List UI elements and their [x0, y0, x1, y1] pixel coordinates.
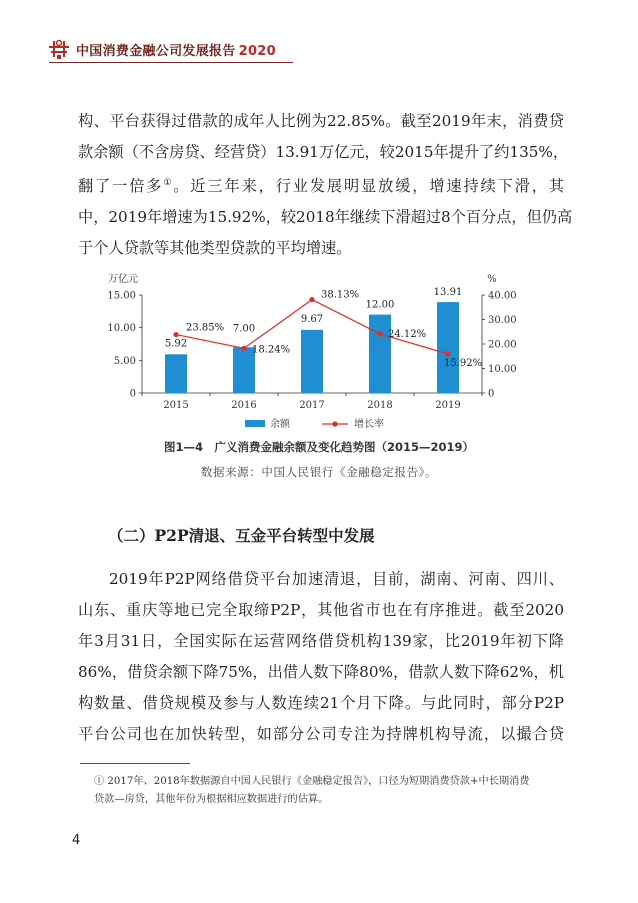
bar-value-label: 13.91 [433, 287, 463, 299]
header-title [76, 40, 276, 59]
bar [369, 315, 391, 393]
growth-value-label: 15.92% [444, 357, 483, 369]
y-left-tick-label: 15.00 [107, 290, 136, 302]
growth-value-label: 38.13% [321, 289, 360, 301]
legend-bar-label: 余额 [270, 419, 290, 430]
paragraph-line: 山东、重庆等地已完全取缔P2P，其他省市也在有序推进。截至2020 [78, 601, 564, 619]
paragraph-line [78, 168, 564, 202]
bar-value-label: 12.00 [365, 299, 395, 311]
legend-line-label: 增长率 [354, 419, 384, 430]
running-header [48, 38, 276, 60]
paragraph-line: 中，2019年增速为15.92%，较2018年继续下滑超过8个百分点，但仍高 [78, 208, 573, 227]
paragraph-line: 款余额（不含房贷、经营贷）13.91万亿元，较2015年提升了约135%， [78, 143, 569, 161]
y-right-tick-label: 20.00 [488, 339, 517, 351]
page-number: 4 [72, 833, 81, 848]
bar-value-label: 9.67 [300, 313, 324, 325]
footnote [94, 773, 564, 809]
x-tick-label: 2015 [163, 400, 189, 411]
y-right-unit: % [487, 274, 497, 285]
bar [437, 302, 459, 393]
bar [301, 330, 323, 393]
paragraph-text: 。近三年来，行业发展明显放缓，增速持续下滑，其 [173, 177, 564, 196]
y-right-tick-label: 10.00 [488, 364, 517, 375]
y-left-tick-label: 5.00 [113, 355, 136, 367]
legend-line-marker [332, 421, 337, 426]
growth-point [445, 351, 450, 356]
footnote-line: ① 2017年、2018年数据源自中国人民银行《金融稳定报告》，口径为短期消费贷款+中长期消费 [94, 776, 530, 787]
header-rule [49, 62, 293, 63]
x-tick-label: 2017 [299, 400, 325, 411]
y-left-tick-label: 10.00 [107, 323, 136, 335]
x-tick-label: 2016 [231, 400, 257, 411]
growth-value-label: 24.12% [388, 328, 427, 340]
growth-point [309, 297, 314, 302]
paragraph-line: 平台公司也在加快转型，如部分公司专注为持牌机构导流，以撮合贷 [78, 725, 564, 743]
growth-point [173, 332, 178, 337]
consumer-finance-chart [100, 262, 540, 437]
figure-source: 数据来源：中国人民银行《金融稳定报告》。 [200, 465, 438, 479]
report-logo-icon [48, 38, 70, 60]
paragraph-text: 翻了一倍多 [78, 177, 164, 196]
paragraph-p2p [78, 564, 564, 750]
figure-caption: 图1—4 广义消费金融余额及变化趋势图（2015—2019） [163, 440, 474, 454]
header-year: 2020 [238, 43, 276, 59]
bar-value-label: 5.92 [164, 338, 188, 350]
paragraph-line: 2019年P2P网络借贷平台加速清退，目前，湖南、河南、四川、 [109, 570, 564, 588]
section-heading: （二）P2P清退、互金平台转型中发展 [108, 526, 375, 545]
growth-point [241, 346, 246, 351]
x-tick-label: 2018 [367, 400, 393, 411]
paragraph-line: 构、平台获得过借款的成年人比例为22.85%。截至2019年末，消费贷 [78, 112, 564, 130]
y-right-tick-label: 40.00 [488, 290, 517, 302]
paragraph-line: 86%，借贷余额下降75%，出借人数下降80%，借款人数下降62%，机 [78, 663, 564, 681]
y-right-tick-label: 0 [488, 388, 495, 400]
y-right-tick-label: 30.00 [488, 315, 517, 326]
y-left-tick-label: 0 [129, 388, 136, 400]
footnote-marker: ① [163, 178, 174, 188]
growth-point [377, 331, 382, 336]
x-tick-label: 2019 [435, 400, 461, 411]
paragraph-consumer-loans [78, 106, 573, 264]
growth-value-label: 18.24% [252, 344, 291, 356]
y-left-unit: 万亿元 [108, 274, 138, 285]
bar-value-label: 7.00 [232, 323, 256, 335]
header-title-text: 中国消费金融公司发展报告 [76, 43, 236, 59]
paragraph-line: 于个人贷款等其他类型贷款的平均增速。 [78, 239, 352, 258]
growth-value-label: 23.85% [186, 322, 225, 334]
bar [165, 354, 187, 393]
footnote-rule [80, 763, 190, 764]
paragraph-line: 年3月31日，全国实际在运营网络借贷机构139家，比2019年初下降 [78, 632, 564, 650]
paragraph-line: 构数量、借贷规模及参与人数连续21个月下降。与此同时，部分P2P [78, 694, 564, 712]
legend-bar-swatch [245, 420, 265, 427]
footnote-line: 贷款—房贷，其他年份为根据相应数据进行的估算。 [94, 794, 329, 805]
